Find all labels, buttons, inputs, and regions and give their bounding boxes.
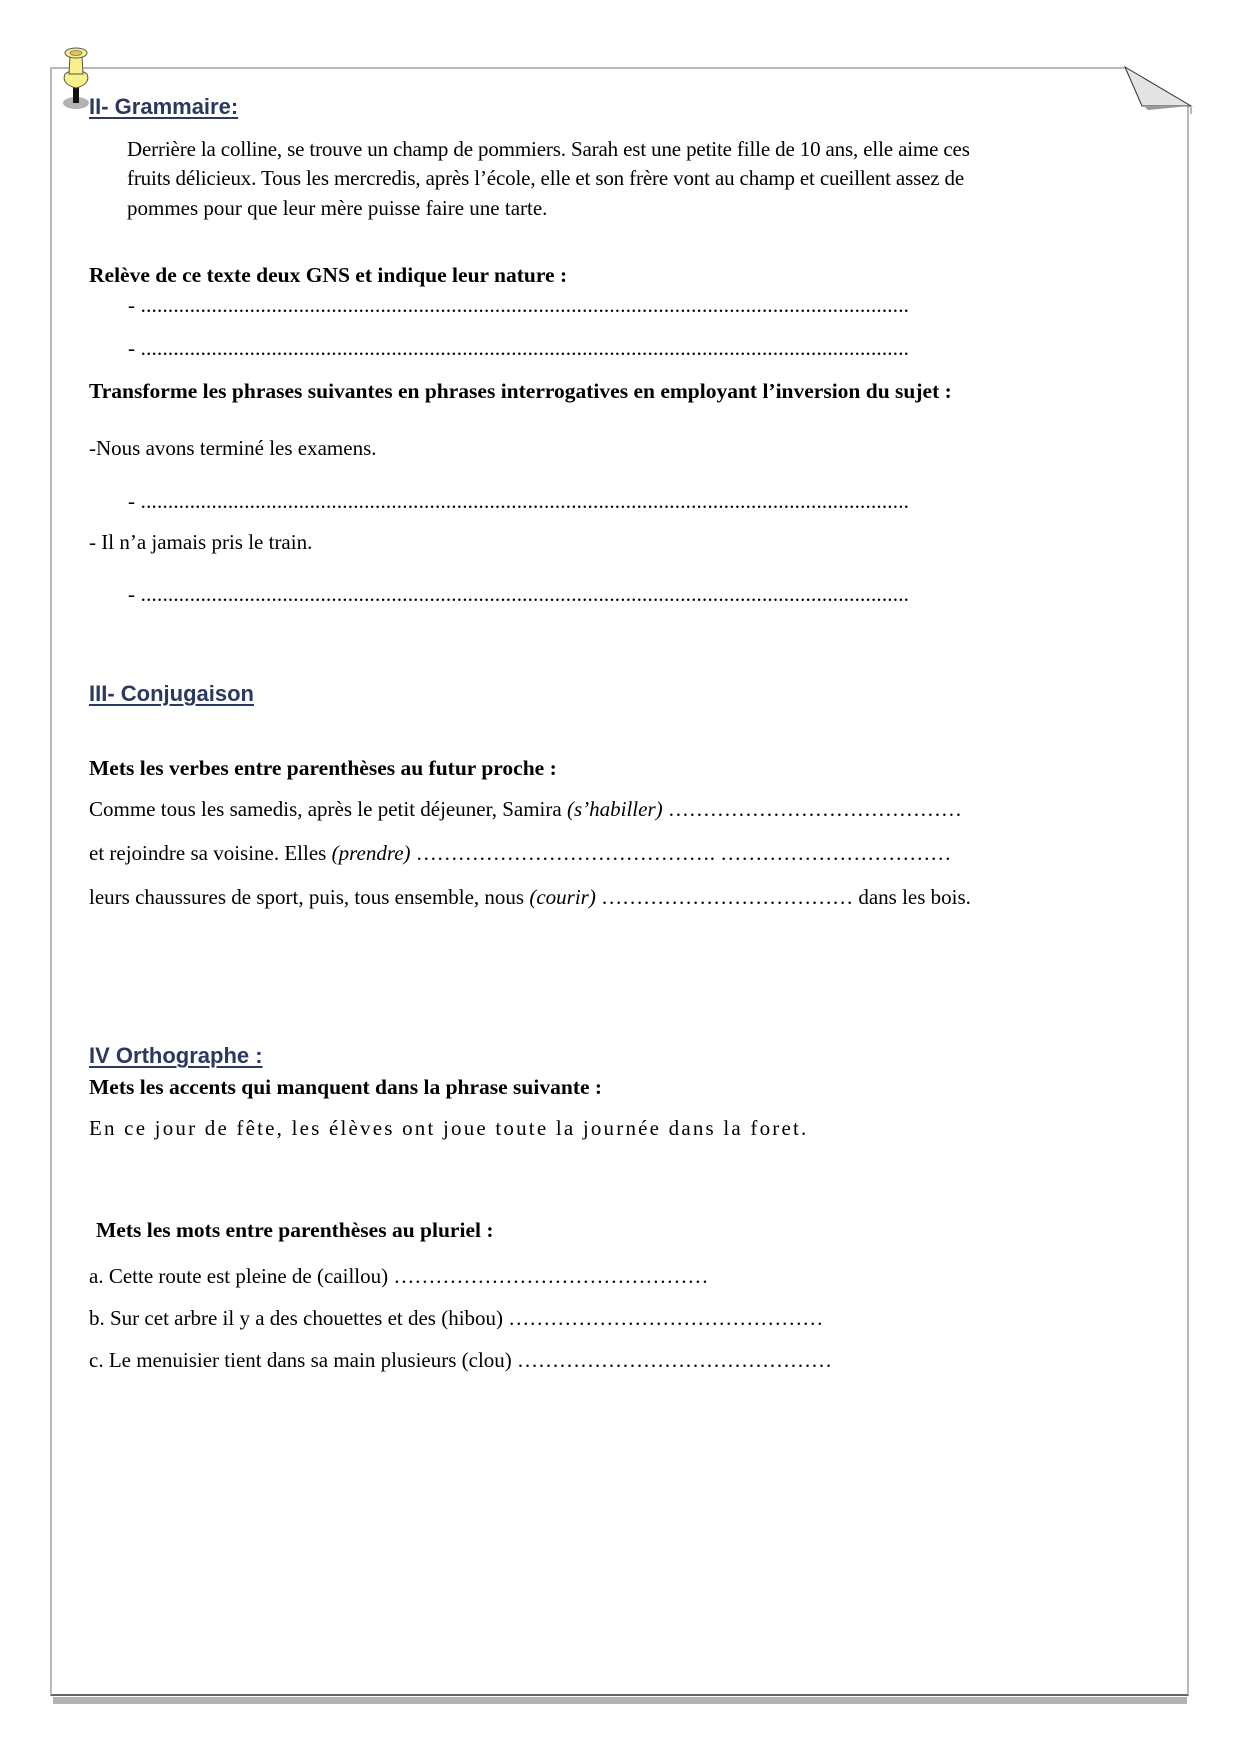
exercise-prompt-pluriel: Mets les mots entre parenthèses au pluriel : [96, 1218, 494, 1242]
verb-infinitive: (courir) [529, 885, 596, 909]
exercise-prompt-gns: Relève de ce texte deux GNS et indique leur nature : [89, 263, 568, 287]
sentence-inversion-2: - Il n’a jamais pris le train. [89, 530, 313, 554]
accents-sentence: En ce jour de fête, les élèves ont joue toute la journée dans la foret. [89, 1116, 809, 1140]
answer-blank[interactable]: ……………………………… dans les bois. [595, 885, 971, 909]
section-title-conjugaison: III- Conjugaison [89, 681, 254, 706]
verb-infinitive: (s’habiller) [566, 797, 663, 821]
exercise-prompt-futur-proche: Mets les verbes entre parenthèses au futur proche : [89, 756, 557, 780]
exercise-prompt-inversion: Transforme les phrases suivantes en phrases interrogatives en employant l’inversion du sujet : [89, 379, 952, 403]
paragraph-line-3: pommes pour que leur mère puisse faire une tarte. [127, 196, 548, 220]
sentence-inversion-1: -Nous avons terminé les examens. [89, 436, 377, 460]
paragraph-line-1: Derrière la colline, se trouve un champ de pommiers. Sarah est une petite fille de 10 ans, elle aime ces [127, 137, 970, 161]
page-shadow [53, 1697, 1187, 1704]
answer-blank[interactable]: …………………………………… [662, 797, 962, 821]
page-fold-icon [1124, 64, 1194, 114]
section-title-orthographe: IV Orthographe : [89, 1043, 263, 1068]
exercise-prompt-accents: Mets les accents qui manquent dans la phrase suivante : [89, 1075, 603, 1099]
conjugaison-line-2 [89, 841, 951, 866]
plural-item-a: a. Cette route est pleine de (caillou) ……………………………………… [89, 1264, 709, 1288]
paragraph-line-2: fruits délicieux. Tous les mercredis, après l’école, elle et son frère vont au champ et cueillent assez de [127, 166, 965, 190]
plural-item-b: b. Sur cet arbre il y a des chouettes et des (hibou) ……………………………………… [89, 1306, 824, 1330]
section-title-grammaire: II- Grammaire: [89, 94, 239, 119]
text-before: leurs chaussures de sport, puis, tous ensemble, nous [89, 885, 530, 909]
text-before: et rejoindre sa voisine. Elles [89, 841, 332, 865]
answer-line-inversion-2[interactable]: - ............................................................................................................................................. [128, 582, 910, 606]
answer-blank[interactable]: ……………………………………. …………………………… [410, 841, 952, 865]
conjugaison-line-1 [89, 797, 962, 822]
answer-line-inversion-1[interactable]: - ............................................................................................................................................. [128, 489, 910, 513]
verb-infinitive: (prendre) [331, 841, 411, 865]
answer-line-gns-1[interactable]: - ............................................................................................................................................. [128, 293, 910, 317]
plural-item-c: c. Le menuisier tient dans sa main plusieurs (clou) ……………………………………… [89, 1348, 833, 1372]
conjugaison-line-3 [89, 885, 971, 910]
text-before: Comme tous les samedis, après le petit déjeuner, Samira [89, 797, 567, 821]
answer-line-gns-2[interactable]: - ............................................................................................................................................. [128, 336, 910, 360]
